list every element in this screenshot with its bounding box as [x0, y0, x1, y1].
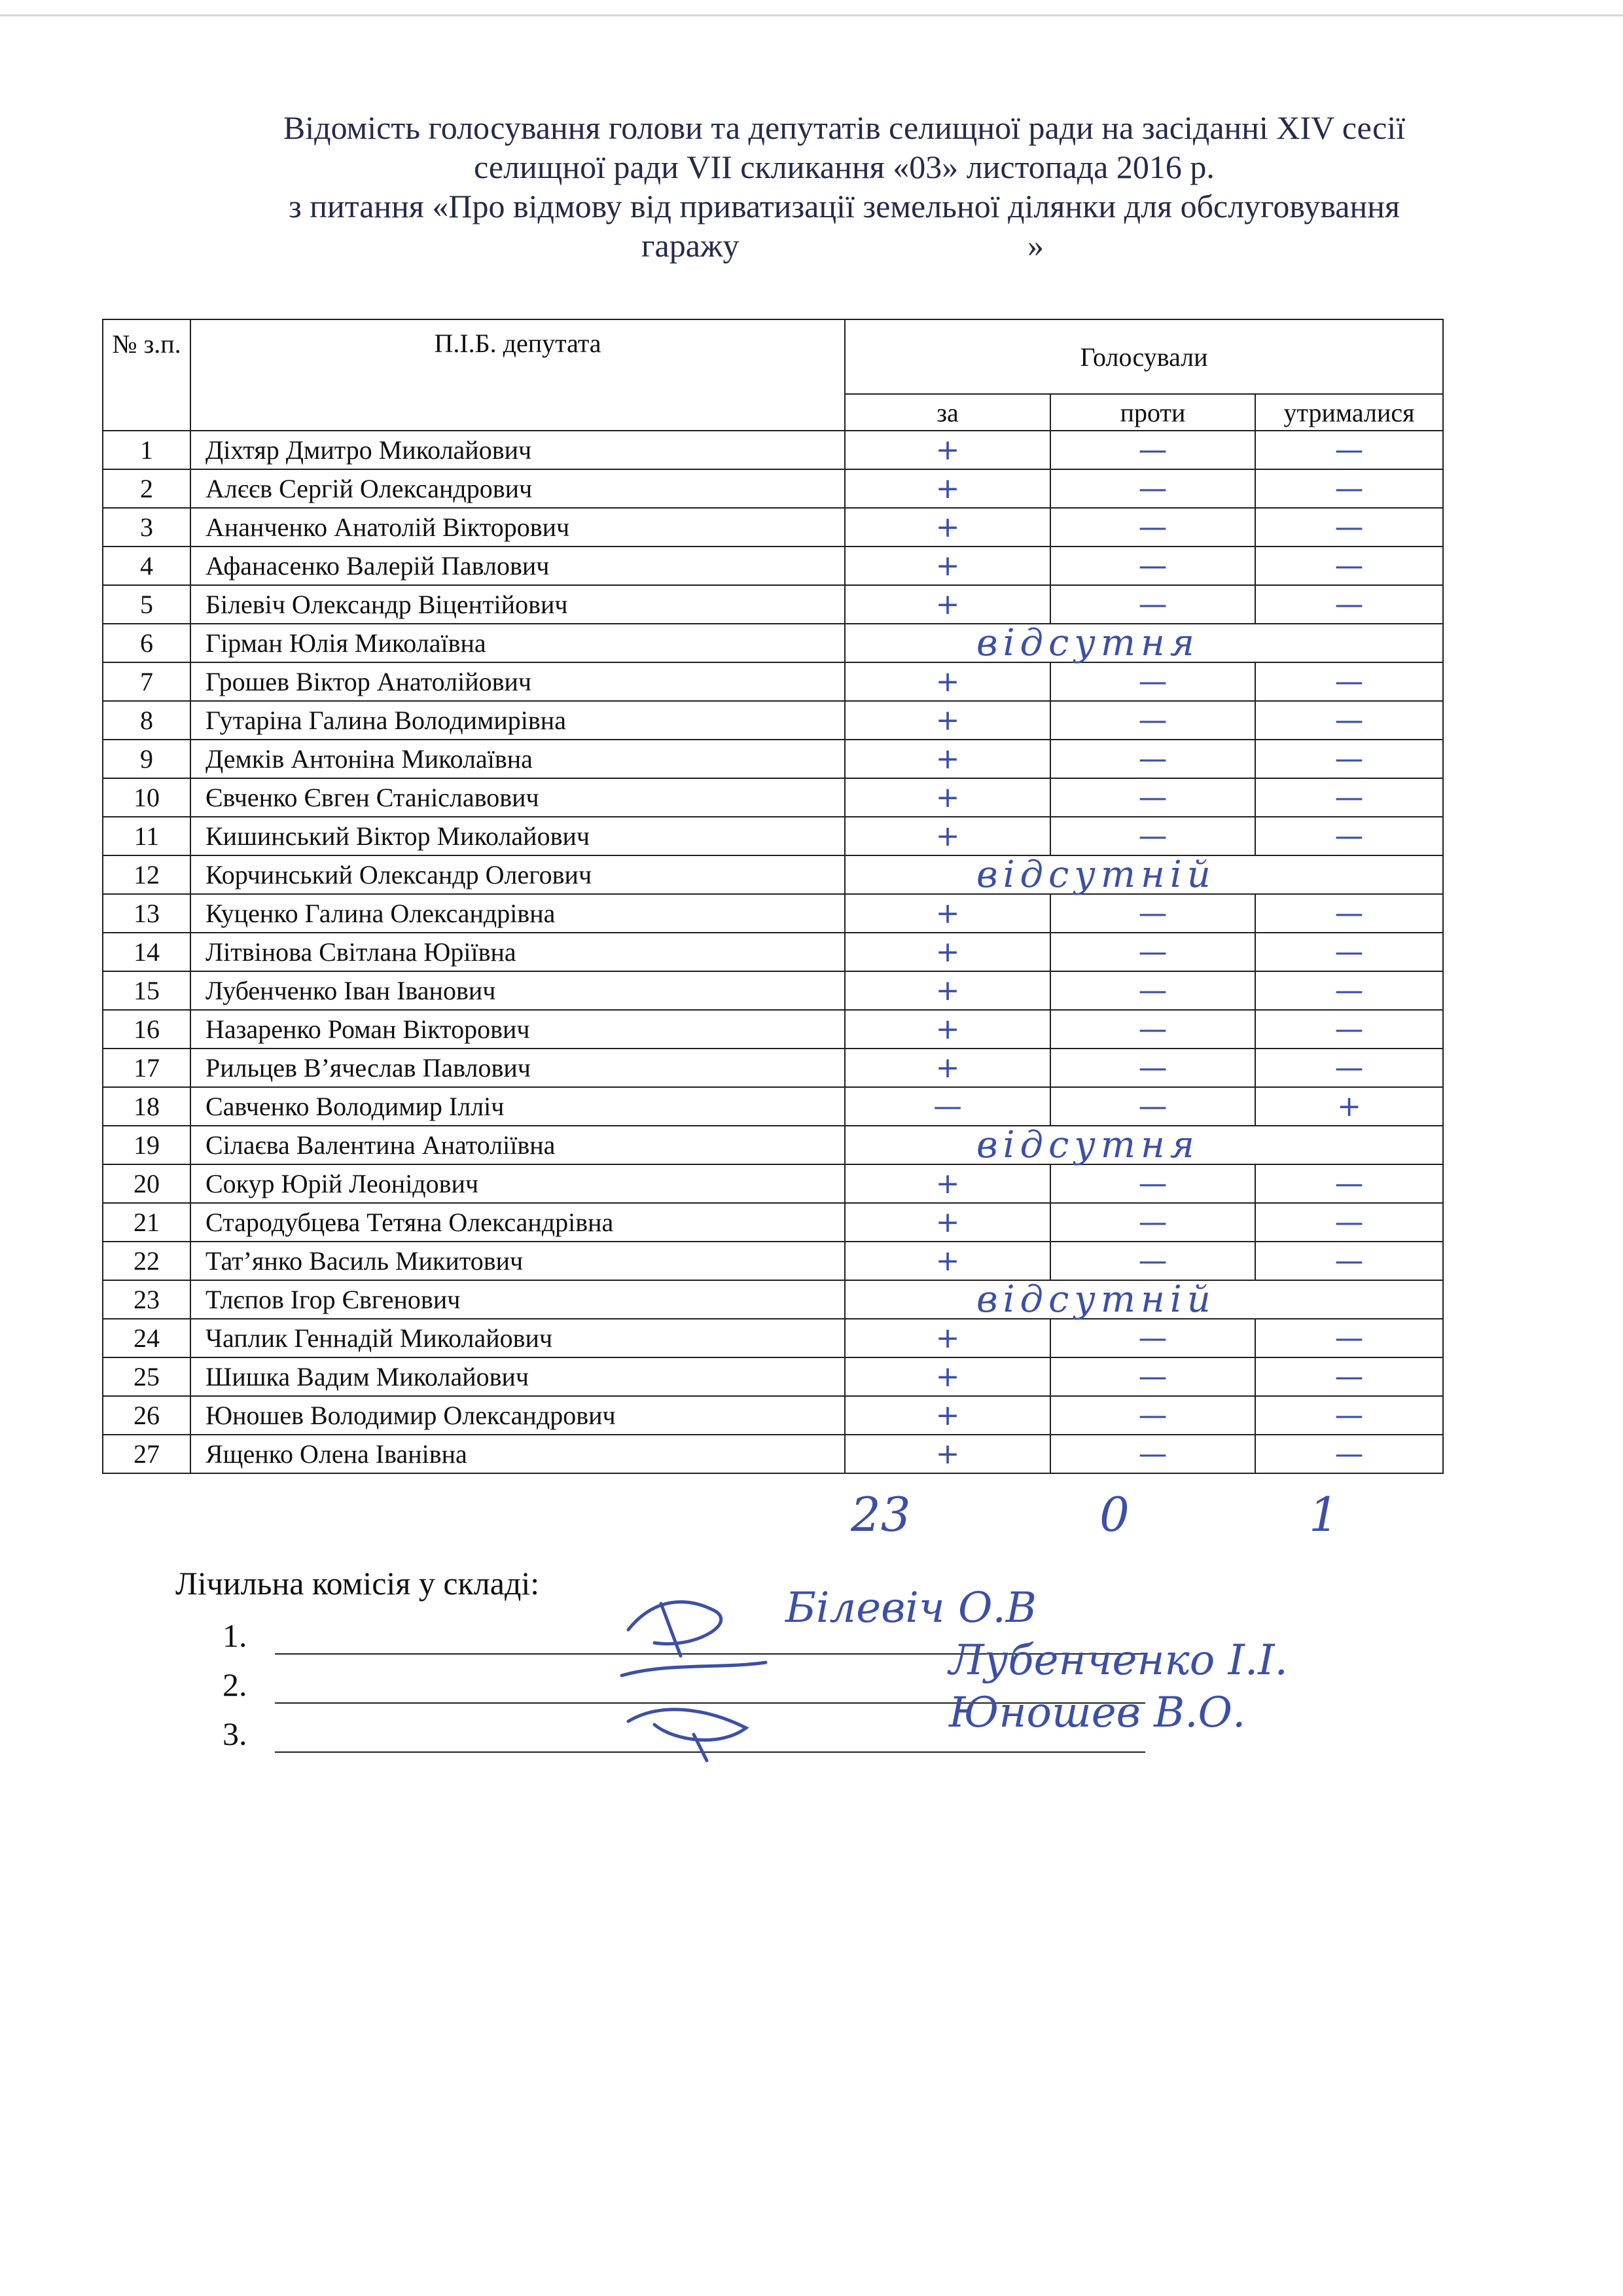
table-row — [103, 1396, 1443, 1435]
commission-line-2 — [223, 1666, 247, 1704]
header-line-3: з питання «Про відмову від приватизації земельної ділянки для обслуговування — [289, 188, 1400, 224]
table-row — [103, 1319, 1443, 1357]
deputy-name: Стародубцева Тетяна Олександрівна — [190, 1203, 845, 1242]
header-col-name: П.І.Б. депутата — [190, 319, 845, 431]
vote-abstain-mark: — — [1255, 1164, 1443, 1203]
deputy-name: Євченко Євген Станіславович — [190, 778, 845, 817]
vote-abstain-mark: — — [1255, 547, 1443, 585]
header-line-4b: » — [1027, 227, 1044, 264]
table-row — [103, 933, 1443, 971]
vote-against-mark: — — [1050, 585, 1255, 624]
vote-against-mark: — — [1050, 547, 1255, 585]
commission-line-3 — [223, 1715, 247, 1753]
vote-for-mark: + — [845, 1164, 1050, 1203]
row-number: 3 — [103, 508, 190, 547]
deputy-name: Гірман Юлія Миколаївна — [190, 624, 845, 662]
vote-against-mark: — — [1050, 1203, 1255, 1242]
table-row — [103, 1049, 1443, 1087]
table-row — [103, 855, 1443, 894]
row-number: 6 — [103, 624, 190, 662]
table-row — [103, 624, 1443, 662]
row-number: 17 — [103, 1049, 190, 1087]
row-number: 15 — [103, 971, 190, 1010]
commission-number-2: 2. — [223, 1666, 247, 1703]
row-number: 14 — [103, 933, 190, 971]
vote-abstain-mark: — — [1255, 778, 1443, 817]
absent-cell — [845, 624, 1443, 662]
table-row — [103, 508, 1443, 547]
deputy-name: Діхтяр Дмитро Миколайович — [190, 431, 845, 469]
deputy-name: Лубенченко Іван Іванович — [190, 971, 845, 1010]
vote-abstain-mark: — — [1255, 585, 1443, 624]
vote-abstain-mark: — — [1255, 1319, 1443, 1357]
vote-abstain-mark: — — [1255, 740, 1443, 778]
vote-abstain-mark: — — [1255, 508, 1443, 547]
vote-abstain-mark: — — [1255, 1396, 1443, 1435]
row-number: 7 — [103, 662, 190, 701]
deputy-name: Савченко Володимир Ілліч — [190, 1087, 845, 1126]
deputy-name: Ященко Олена Іванівна — [190, 1435, 845, 1473]
table-row — [103, 1203, 1443, 1242]
deputy-name: Назаренко Роман Вікторович — [190, 1010, 845, 1049]
row-number: 16 — [103, 1010, 190, 1049]
row-number: 9 — [103, 740, 190, 778]
commission-label: Лічильна комісія у складі: — [175, 1565, 540, 1602]
vote-for-mark: + — [845, 547, 1050, 585]
vote-against-mark: — — [1050, 971, 1255, 1010]
deputy-name: Сілаєва Валентина Анатоліївна — [190, 1126, 845, 1164]
voting-table-body — [103, 431, 1443, 1473]
vote-for-mark: + — [845, 585, 1050, 624]
vote-abstain-mark: — — [1255, 662, 1443, 701]
vote-against-mark: — — [1050, 1242, 1255, 1280]
deputy-name: Тат’янко Василь Микитович — [190, 1242, 845, 1280]
row-number: 11 — [103, 817, 190, 855]
table-row — [103, 585, 1443, 624]
row-number: 4 — [103, 547, 190, 585]
table-row — [103, 817, 1443, 855]
row-number: 24 — [103, 1319, 190, 1357]
deputy-name: Рильцев В’ячеслав Павлович — [190, 1049, 845, 1087]
commission-number-3: 3. — [223, 1715, 247, 1752]
row-number: 8 — [103, 701, 190, 740]
vote-abstain-mark: — — [1255, 431, 1443, 469]
row-number: 2 — [103, 469, 190, 508]
vote-for-mark: + — [845, 1010, 1050, 1049]
vote-abstain-mark: — — [1255, 469, 1443, 508]
row-number: 5 — [103, 585, 190, 624]
row-number: 12 — [103, 855, 190, 894]
absent-cell — [845, 1280, 1443, 1319]
vote-against-mark: — — [1050, 1087, 1255, 1126]
vote-for-mark: + — [845, 701, 1050, 740]
table-row — [103, 1010, 1443, 1049]
deputy-name: Грошев Віктор Анатолійович — [190, 662, 845, 701]
vote-against-mark: — — [1050, 469, 1255, 508]
vote-for-mark: + — [845, 1242, 1050, 1280]
vote-abstain-mark: — — [1255, 894, 1443, 933]
table-row — [103, 1357, 1443, 1396]
commission-line-1 — [223, 1617, 247, 1655]
vote-for-mark: + — [845, 1396, 1050, 1435]
deputy-name: Чаплик Геннадій Миколайович — [190, 1319, 845, 1357]
vote-for-mark: + — [845, 662, 1050, 701]
table-row — [103, 1435, 1443, 1473]
header-col-votes: Голосували — [845, 319, 1443, 394]
table-row — [103, 1242, 1443, 1280]
deputy-name: Афанасенко Валерій Павлович — [190, 547, 845, 585]
vote-abstain-mark: — — [1255, 933, 1443, 971]
deputy-name: Кишинський Віктор Миколайович — [190, 817, 845, 855]
vote-abstain-mark: + — [1255, 1087, 1443, 1126]
vote-for-mark: — — [845, 1087, 1050, 1126]
table-row — [103, 469, 1443, 508]
vote-against-mark: — — [1050, 1049, 1255, 1087]
vote-against-mark: — — [1050, 933, 1255, 971]
vote-against-mark: — — [1050, 431, 1255, 469]
voting-table — [102, 319, 1444, 1474]
deputy-name: Літвінова Світлана Юріївна — [190, 933, 845, 971]
vote-against-mark: — — [1050, 662, 1255, 701]
header-line-1: Відомість голосування голови та депутатів селищної ради на засіданні XIV сесії — [283, 109, 1406, 146]
deputy-name: Юношев Володимир Олександрович — [190, 1396, 845, 1435]
vote-abstain-mark: — — [1255, 817, 1443, 855]
vote-for-mark: + — [845, 1203, 1050, 1242]
table-row — [103, 1280, 1443, 1319]
row-number: 1 — [103, 431, 190, 469]
vote-abstain-mark: — — [1255, 1357, 1443, 1396]
vote-abstain-mark: — — [1255, 1435, 1443, 1473]
absent-mark: відсутній — [976, 1278, 1216, 1321]
header-line-2: селищної ради VII скликання «03» листопада 2016 р. — [474, 149, 1215, 185]
table-row — [103, 547, 1443, 585]
total-against: 0 — [1099, 1487, 1130, 1542]
vote-for-mark: + — [845, 933, 1050, 971]
table-row — [103, 894, 1443, 933]
header-col-num: № з.п. — [103, 319, 190, 431]
deputy-name: Білевіч Олександр Віцентійович — [190, 585, 845, 624]
vote-abstain-mark: — — [1255, 701, 1443, 740]
table-row — [103, 1126, 1443, 1164]
vote-against-mark: — — [1050, 894, 1255, 933]
row-number: 18 — [103, 1087, 190, 1126]
absent-cell — [845, 1126, 1443, 1164]
vote-abstain-mark: — — [1255, 1242, 1443, 1280]
vote-for-mark: + — [845, 431, 1050, 469]
row-number: 25 — [103, 1357, 190, 1396]
total-abstain: 1 — [1309, 1487, 1339, 1542]
row-number: 13 — [103, 894, 190, 933]
signature-1: Білевіч О.В — [785, 1584, 1037, 1632]
vote-for-mark: + — [845, 1357, 1050, 1396]
row-number: 19 — [103, 1126, 190, 1164]
deputy-name: Ананченко Анатолій Вікторович — [190, 508, 845, 547]
deputy-name: Сокур Юрій Леонідович — [190, 1164, 845, 1203]
absent-mark: відсутня — [976, 1124, 1200, 1166]
vote-abstain-mark: — — [1255, 1203, 1443, 1242]
deputy-name: Корчинський Олександр Олегович — [190, 855, 845, 894]
table-row — [103, 662, 1443, 701]
table-row — [103, 1164, 1443, 1203]
signature-scribble — [615, 1571, 785, 1767]
deputy-name: Гутаріна Галина Володимирівна — [190, 701, 845, 740]
vote-abstain-mark: — — [1255, 971, 1443, 1010]
deputy-name: Куценко Галина Олександрівна — [190, 894, 845, 933]
vote-against-mark: — — [1050, 778, 1255, 817]
vote-for-mark: + — [845, 740, 1050, 778]
vote-against-mark: — — [1050, 508, 1255, 547]
document-header — [164, 108, 1525, 265]
row-number: 26 — [103, 1396, 190, 1435]
row-number: 27 — [103, 1435, 190, 1473]
row-number: 22 — [103, 1242, 190, 1280]
absent-cell — [845, 855, 1443, 894]
header-col-against: проти — [1050, 394, 1255, 431]
signature-3: Юношев В.О. — [949, 1689, 1246, 1737]
table-row — [103, 431, 1443, 469]
row-number: 21 — [103, 1203, 190, 1242]
signature-2: Лубенченко І.І. — [949, 1636, 1288, 1685]
vote-against-mark: — — [1050, 701, 1255, 740]
deputy-name: Тлєпов Ігор Євгенович — [190, 1280, 845, 1319]
table-row — [103, 1087, 1443, 1126]
vote-for-mark: + — [845, 1319, 1050, 1357]
vote-against-mark: — — [1050, 1164, 1255, 1203]
vote-against-mark: — — [1050, 817, 1255, 855]
header-col-for: за — [845, 394, 1050, 431]
page-top-rule — [0, 14, 1623, 16]
deputy-name: Алєєв Сергій Олександрович — [190, 469, 845, 508]
absent-mark: відсутня — [976, 622, 1200, 664]
total-for: 23 — [851, 1487, 911, 1542]
table-row — [103, 740, 1443, 778]
header-line-4a: гаражу — [641, 227, 740, 264]
vote-for-mark: + — [845, 894, 1050, 933]
vote-for-mark: + — [845, 971, 1050, 1010]
vote-against-mark: — — [1050, 1319, 1255, 1357]
table-row — [103, 971, 1443, 1010]
vote-against-mark: — — [1050, 740, 1255, 778]
absent-mark: відсутній — [976, 853, 1216, 896]
header-line-4 — [164, 226, 1525, 265]
deputy-name: Шишка Вадим Миколайович — [190, 1357, 845, 1396]
vote-against-mark: — — [1050, 1435, 1255, 1473]
vote-against-mark: — — [1050, 1010, 1255, 1049]
table-row — [103, 778, 1443, 817]
vote-for-mark: + — [845, 817, 1050, 855]
vote-for-mark: + — [845, 508, 1050, 547]
vote-for-mark: + — [845, 1435, 1050, 1473]
vote-against-mark: — — [1050, 1396, 1255, 1435]
vote-for-mark: + — [845, 778, 1050, 817]
table-row — [103, 701, 1443, 740]
vote-for-mark: + — [845, 1049, 1050, 1087]
vote-abstain-mark: — — [1255, 1049, 1443, 1087]
header-col-abstain: утрималися — [1255, 394, 1443, 431]
row-number: 20 — [103, 1164, 190, 1203]
row-number: 10 — [103, 778, 190, 817]
vote-for-mark: + — [845, 469, 1050, 508]
vote-against-mark: — — [1050, 1357, 1255, 1396]
deputy-name: Демків Антоніна Миколаївна — [190, 740, 845, 778]
commission-number-1: 1. — [223, 1617, 247, 1654]
vote-abstain-mark: — — [1255, 1010, 1443, 1049]
row-number: 23 — [103, 1280, 190, 1319]
